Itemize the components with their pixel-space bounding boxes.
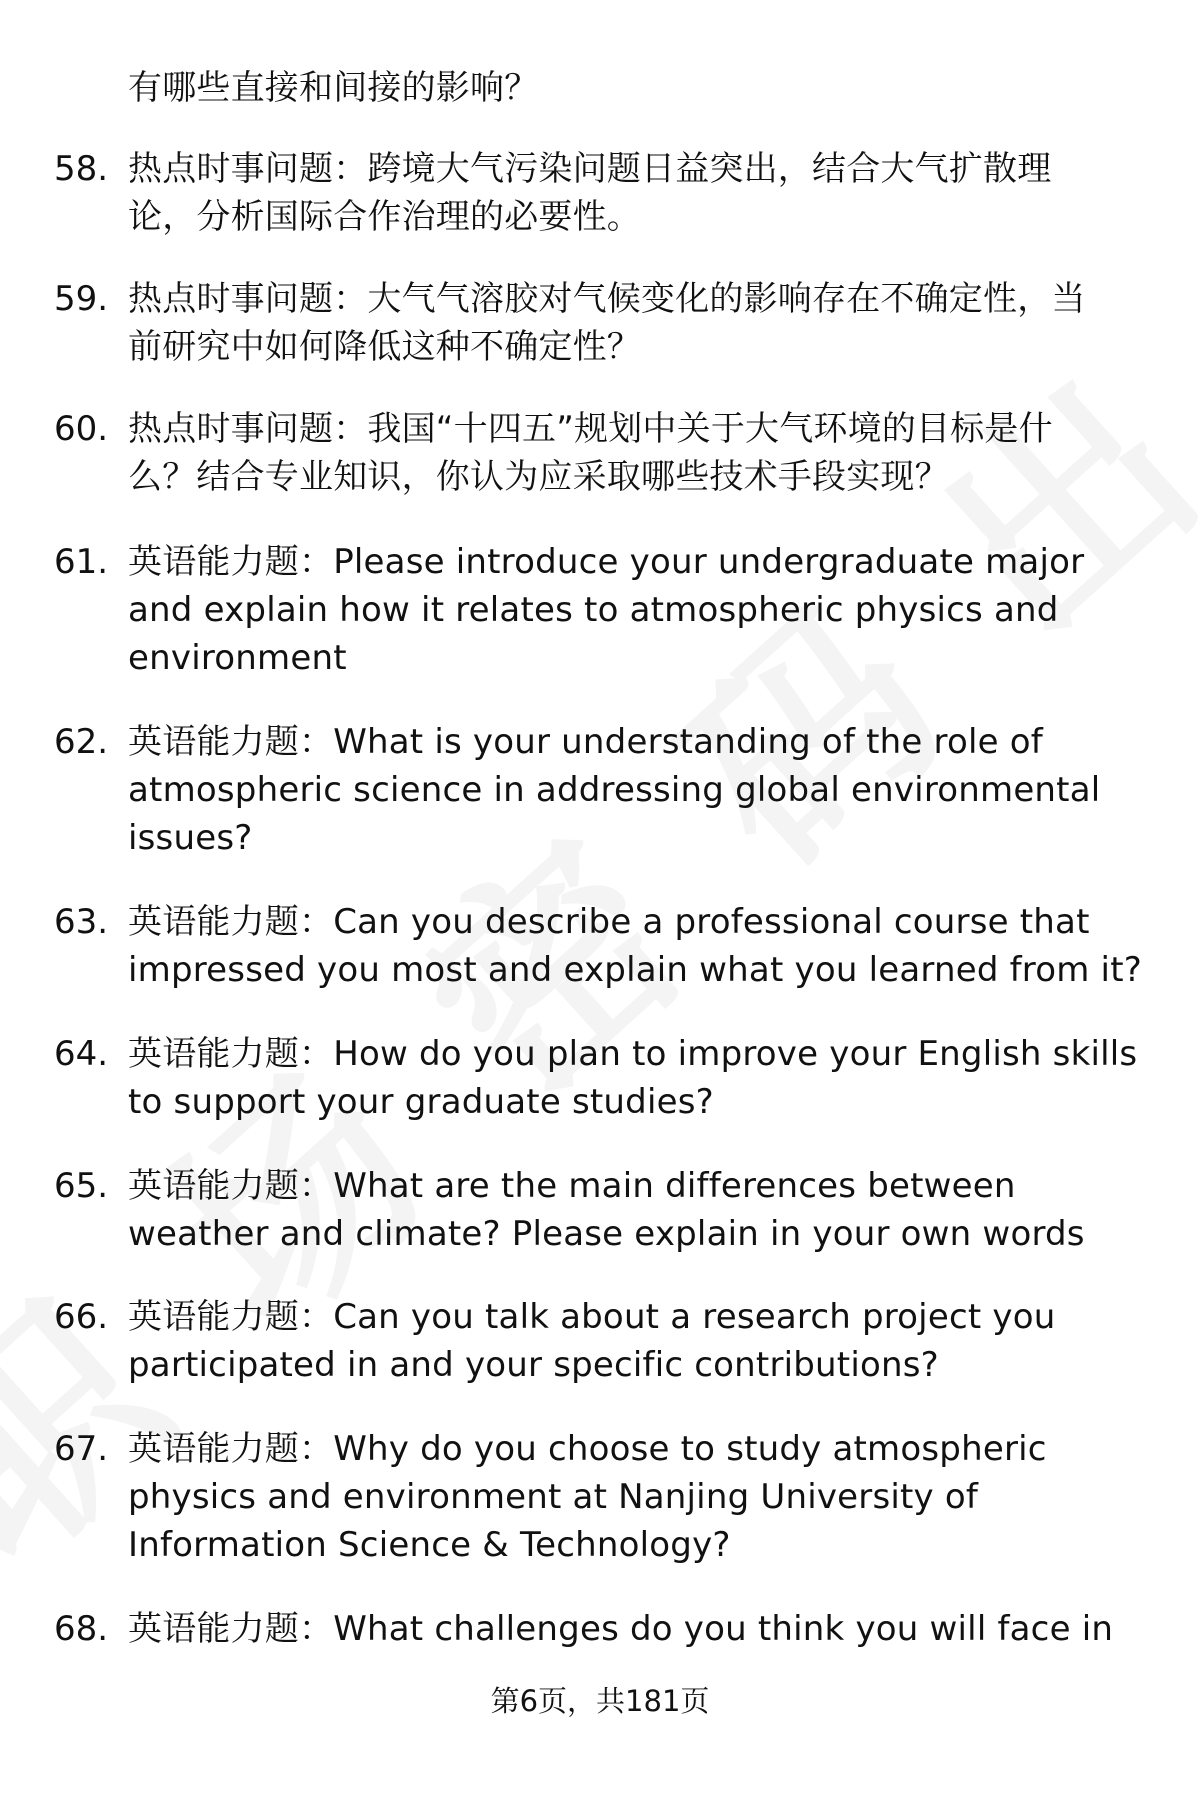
question-line: participated in and your specific contributions? bbox=[128, 1345, 939, 1385]
question-line: 前研究中如何降低这种不确定性？ bbox=[128, 327, 641, 367]
question-line: weather and climate? Please explain in your own words bbox=[128, 1214, 1085, 1254]
question-number: 66. bbox=[54, 1297, 109, 1337]
question-text bbox=[128, 1605, 1168, 1653]
question-text bbox=[128, 405, 1168, 501]
question-line: 英语能力题：Why do you choose to study atmospheric bbox=[128, 1429, 1047, 1469]
question-number: 64. bbox=[54, 1034, 109, 1074]
question-number: 62. bbox=[54, 722, 109, 762]
question-line: 么？结合专业知识，你认为应采取哪些技术手段实现？ bbox=[128, 457, 949, 497]
question-text bbox=[128, 718, 1168, 862]
question-number: 63. bbox=[54, 902, 109, 942]
question-line: and explain how it relates to atmospheric physics and bbox=[128, 590, 1059, 630]
question-line: 英语能力题：What are the main differences between bbox=[128, 1166, 1016, 1206]
question-text bbox=[128, 1030, 1168, 1126]
question-number: 68. bbox=[54, 1609, 109, 1649]
question-line: 英语能力题：What is your understanding of the role of bbox=[128, 722, 1043, 762]
question-number: 60. bbox=[54, 409, 109, 449]
question-line: 英语能力题：What challenges do you think you will face in bbox=[128, 1609, 1114, 1649]
question-line: atmospheric science in addressing global environmental bbox=[128, 770, 1101, 810]
question-line: 英语能力题：Can you describe a professional course that bbox=[128, 902, 1090, 942]
question-line: issues? bbox=[128, 818, 253, 858]
question-line: Information Science & Technology? bbox=[128, 1525, 731, 1565]
question-line: 热点时事问题：跨境大气污染问题日益突出，结合大气扩散理 bbox=[128, 149, 1052, 189]
question-text bbox=[128, 898, 1168, 994]
question-line: environment bbox=[128, 638, 347, 678]
question-line: 论，分析国际合作治理的必要性。 bbox=[128, 197, 641, 237]
question-number: 65. bbox=[54, 1166, 109, 1206]
question-line: 英语能力题：Can you talk about a research project you bbox=[128, 1297, 1056, 1337]
question-line: 热点时事问题：我国“十四五”规划中关于大气环境的目标是什 bbox=[128, 409, 1053, 449]
question-line: 英语能力题：How do you plan to improve your English skills bbox=[128, 1034, 1138, 1074]
question-text bbox=[128, 1162, 1168, 1258]
question-text bbox=[128, 538, 1168, 682]
question-text bbox=[128, 145, 1168, 241]
question-number: 67. bbox=[54, 1429, 109, 1469]
question-text bbox=[128, 1425, 1168, 1569]
question-number: 58. bbox=[54, 149, 109, 189]
question-line: impressed you most and explain what you learned from it? bbox=[128, 950, 1142, 990]
question-line: 热点时事问题：大气气溶胶对气候变化的影响存在不确定性，当 bbox=[128, 279, 1086, 319]
page-footer: 第6页，共181页 bbox=[490, 1684, 710, 1718]
question-text bbox=[128, 275, 1168, 371]
question-line: physics and environment at Nanjing University of bbox=[128, 1477, 979, 1517]
question-text bbox=[128, 1293, 1168, 1389]
question-line: 英语能力题：Please introduce your undergraduate major bbox=[128, 542, 1085, 582]
question-number: 61. bbox=[54, 542, 109, 582]
question-number: 59. bbox=[54, 279, 109, 319]
continuation-line: 有哪些直接和间接的影响？ bbox=[128, 68, 539, 108]
question-line: to support your graduate studies? bbox=[128, 1082, 714, 1122]
